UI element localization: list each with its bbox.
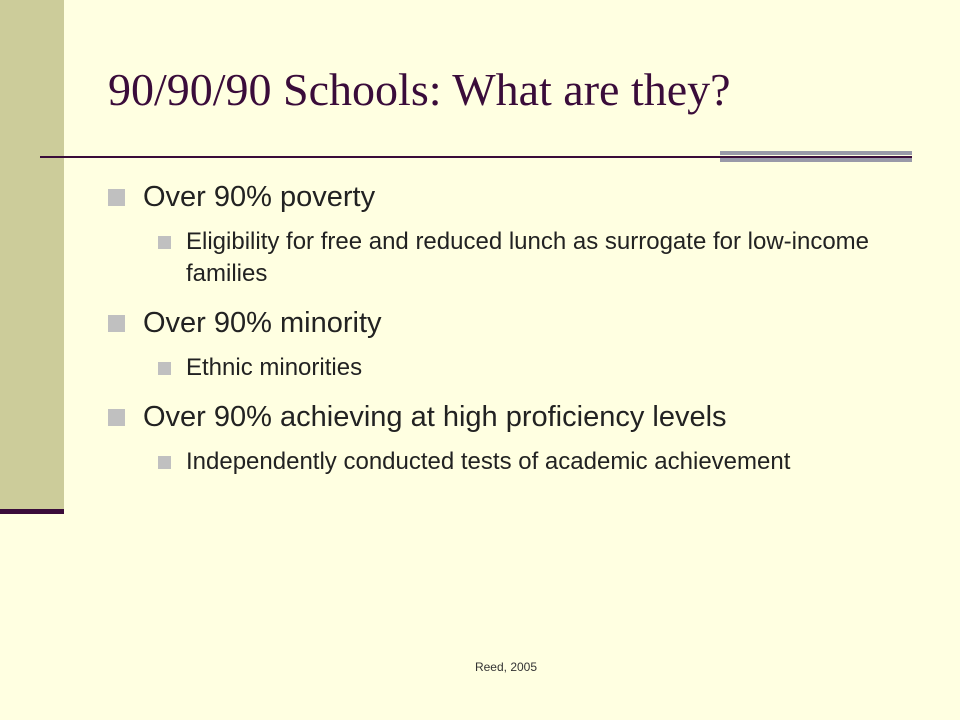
square-bullet-icon [108,315,125,332]
square-bullet-icon [158,236,171,249]
square-bullet-icon [108,409,125,426]
title-rule-accent [720,151,912,162]
bullet-text: Over 90% minority [143,307,382,339]
bullet-text: Over 90% poverty [143,181,376,213]
square-bullet-icon [158,456,171,469]
slide-title: 90/90/90 Schools: What are they? [108,64,731,115]
square-bullet-icon [158,362,171,375]
sub-bullet-text: Eligibility for free and reduced lunch as surrogate for low-income families [186,228,870,287]
bullet-item-poverty [108,178,908,216]
title-rule-accent-top [720,151,912,155]
slide-footer-citation: Reed, 2005 [474,660,538,674]
bullet-item-minority [108,304,908,342]
sub-bullet-text: Independently conducted tests of academic achievement [186,448,791,475]
sub-bullet-text: Ethnic minorities [186,354,363,381]
left-band-underline [0,509,64,514]
title-rule-accent-bottom [720,158,912,162]
sub-bullet-item-ethnic-minorities [158,352,908,384]
square-bullet-icon [108,189,125,206]
left-decorative-band [0,0,64,512]
bullet-item-proficiency [108,398,908,436]
sub-bullet-item-independent-tests [158,446,908,478]
bullet-text: Over 90% achieving at high proficiency levels [143,401,727,433]
sub-bullet-item-lunch-eligibility [158,226,908,290]
bullet-list [108,178,908,492]
